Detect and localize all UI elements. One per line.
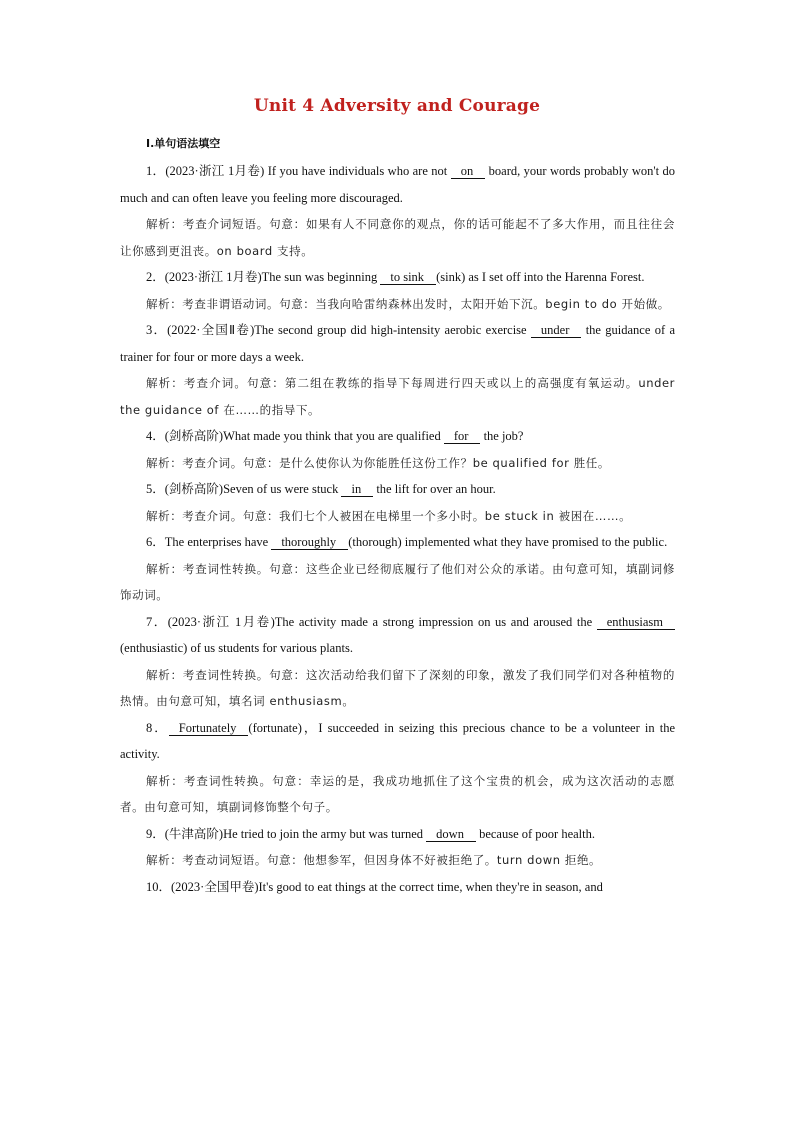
question-number: 1．	[146, 164, 166, 178]
question-text-after: the guidance of a trainer for four or more days a week.	[120, 323, 675, 364]
question-number: 5．	[146, 482, 165, 496]
question-8	[120, 715, 675, 768]
question-text-before: What made you think that you are qualified	[223, 429, 444, 443]
question-source: (牛津高阶)	[164, 826, 224, 841]
explanation-3: 解析：考查介词。句意：第二组在教练的指导下每周进行四天或以上的高强度有氧运动。under the guidance of 在……的指导下。	[120, 376, 675, 417]
exercise-list	[120, 158, 675, 900]
explanation-2: 解析：考查非谓语动词。句意：当我向哈雷纳森林出发时，太阳开始下沉。begin to do 开始做。	[146, 296, 670, 311]
question-source: (剑桥高阶)	[164, 429, 224, 443]
question-number: 8．	[146, 720, 169, 735]
question-source: (剑桥高阶)	[164, 482, 224, 496]
question-text-after: because of poor health.	[475, 826, 596, 841]
answer-blank: thoroughly	[271, 535, 348, 550]
question-source: (2022·全国Ⅱ卷)	[167, 323, 255, 337]
answer-blank: down	[426, 827, 476, 842]
question-1	[120, 158, 675, 211]
answer-blank: enthusiasm	[597, 615, 675, 630]
question-text-after: (fortunate)，I succeeded in seizing this precious chance to be a volunteer in the activity.	[120, 720, 675, 761]
question-9	[120, 821, 675, 848]
explanation-5: 解析：考查介词。句意：我们七个人被困在电梯里一个多小时。be stuck in 被困在……。	[146, 508, 632, 523]
question-source: (2023·全国甲卷)	[171, 879, 259, 894]
question-text-after: the job?	[480, 429, 524, 443]
question-5	[120, 476, 675, 503]
answer-blank: on	[451, 164, 486, 179]
question-text-before: Seven of us were stuck	[223, 482, 342, 496]
question-number: 6．	[146, 535, 165, 549]
question-source: (2023·浙江 1月卷)	[167, 614, 275, 629]
question-text-before: If you have individuals who are not	[264, 164, 451, 178]
question-text-before: He tried to join the army but was turned	[223, 826, 427, 841]
question-text-after: (sink) as I set off into the Harenna Forest.	[436, 270, 645, 284]
explanation-6: 解析：考查词性转换。句意：这些企业已经彻底履行了他们对公众的承诺。由句意可知，填副词修饰动词。	[120, 561, 675, 602]
question-text-before: The sun was beginning	[261, 270, 381, 284]
answer-blank: under	[531, 323, 581, 338]
section-heading: Ⅰ.单句语法填空	[146, 137, 221, 150]
question-source: (2023·浙江 1月卷)	[165, 164, 265, 178]
answer-blank: to sink	[380, 270, 436, 285]
question-number: 10．	[146, 879, 172, 894]
explanation-4: 解析：考查介词。句意：是什么使你认为你能胜任这份工作？be qualified for 胜任。	[146, 455, 610, 470]
question-number: 4．	[146, 429, 165, 443]
question-10	[120, 874, 675, 901]
question-text-after: the lift for over an hour.	[373, 482, 496, 496]
explanation-9: 解析：考查动词短语。句意：他想参军，但因身体不好被拒绝了。turn down 拒绝。	[146, 853, 602, 867]
question-3	[120, 317, 675, 370]
answer-blank: in	[341, 482, 373, 497]
answer-blank: for	[444, 429, 481, 444]
question-text-after: (thorough) implemented what they have promised to the public.	[348, 535, 668, 549]
question-6	[120, 529, 675, 556]
question-7	[120, 609, 675, 662]
question-text-before: It's good to eat things at the correct time, when they're in season, and	[258, 879, 603, 894]
question-text-after: board, your words probably won't do much and can often leave you feeling more discouraged.	[120, 164, 676, 205]
explanation-7: 解析：考查词性转换。句意：这次活动给我们留下了深刻的印象，激发了我们同学们对各种植物的热情。由句意可知，填名词 enthusiasm。	[120, 667, 675, 708]
explanation-8: 解析：考查词性转换。句意：幸运的是，我成功地抓住了这个宝贵的机会，成为这次活动的志愿者。由句意可知，填副词修饰整个句子。	[120, 773, 675, 814]
question-number: 2．	[146, 270, 165, 284]
page-title: Unit 4 Adversity and Courage	[253, 96, 541, 116]
question-text-before: The second group did high-intensity aerobic exercise	[254, 323, 531, 337]
question-text-before: The enterprises have	[164, 535, 272, 549]
question-number: 9．	[146, 826, 165, 841]
question-4	[120, 423, 675, 450]
answer-blank: Fortunately	[169, 721, 249, 736]
question-source: (2023·浙江 1月卷)	[164, 270, 262, 284]
explanation-1: 解析：考查介词短语。句意：如果有人不同意你的观点，你的话可能起不了多大作用，而且往往会让你感到更沮丧。on board 支持。	[120, 217, 675, 258]
question-number: 3．	[146, 323, 168, 337]
question-2	[120, 264, 675, 291]
question-number: 7．	[146, 614, 168, 629]
question-text-after: (enthusiastic) of us students for various plants.	[120, 641, 353, 655]
question-text-before: The activity made a strong impression on us and aroused the	[274, 614, 597, 629]
